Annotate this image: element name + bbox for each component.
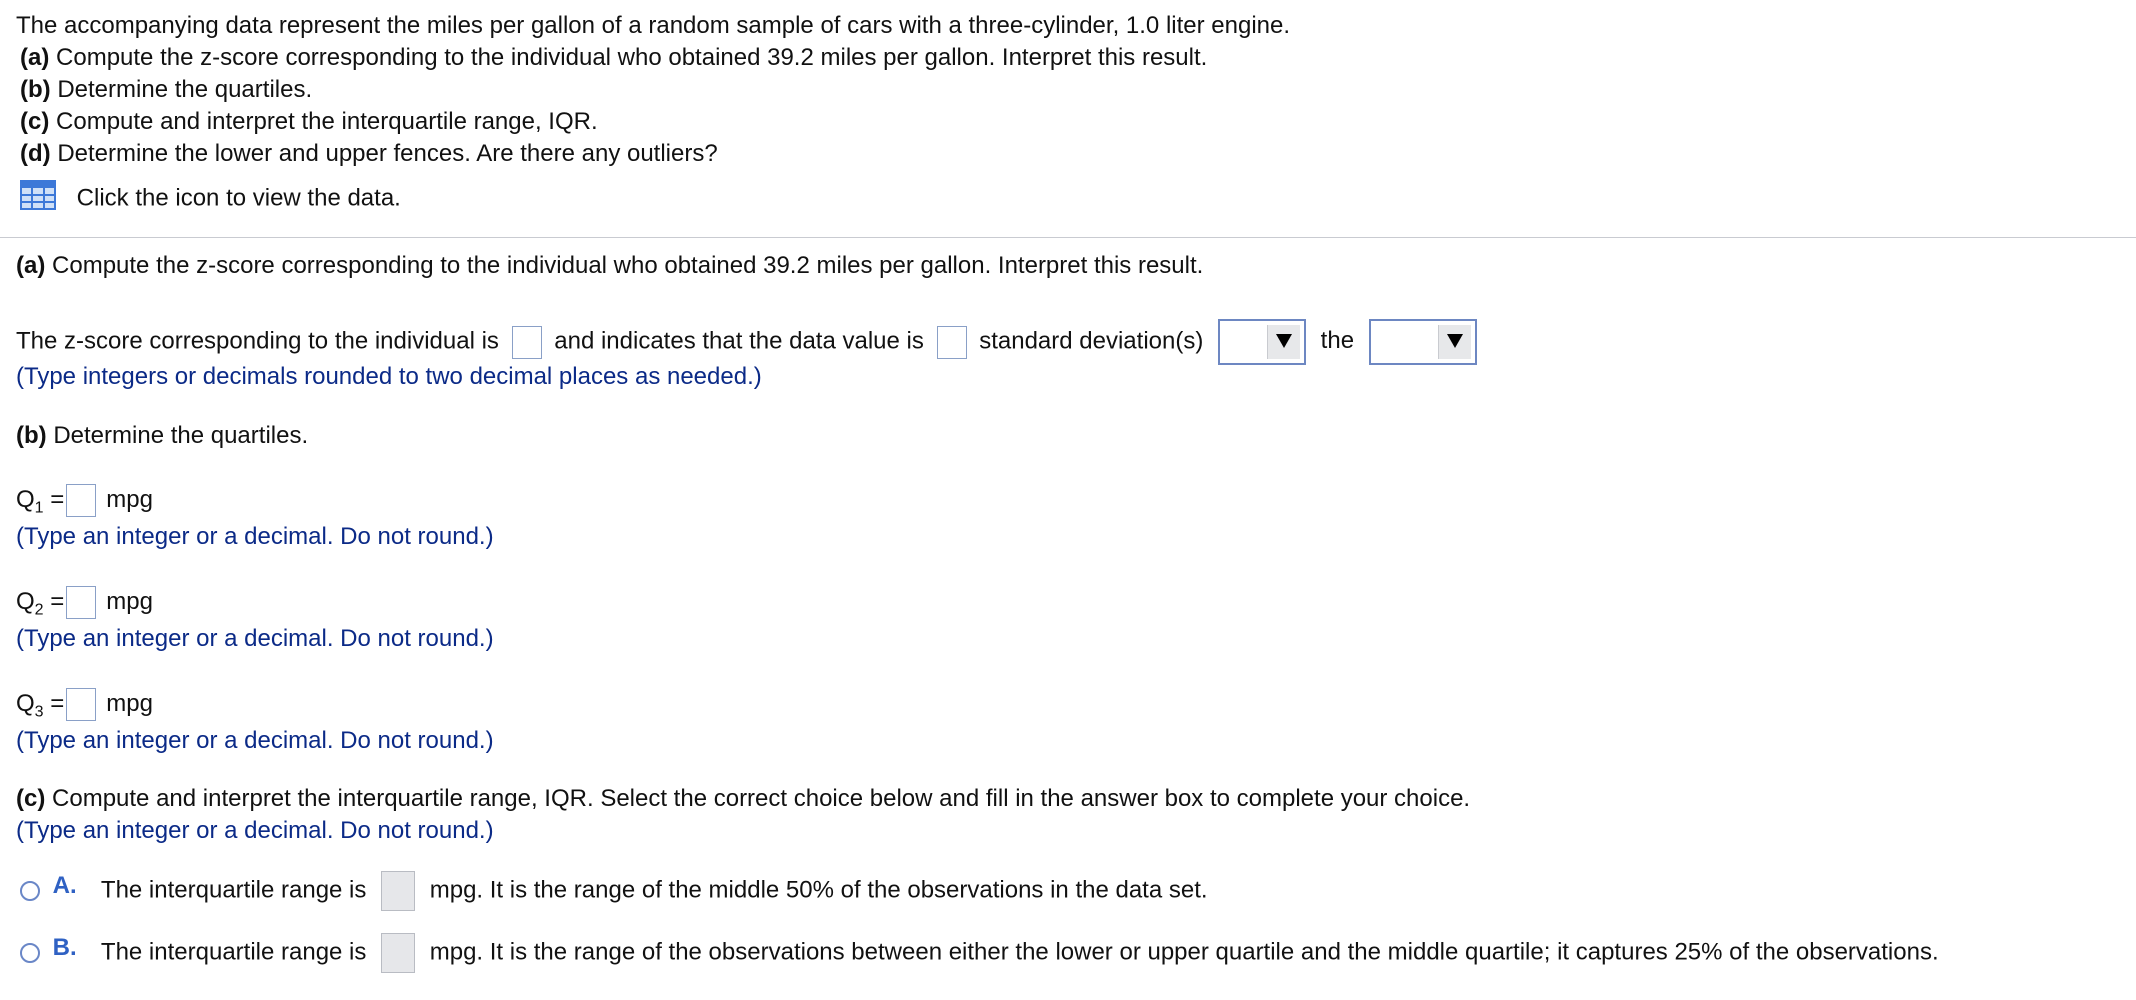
- task-d: [20, 139, 718, 169]
- data-table-icon[interactable]: [20, 180, 56, 218]
- part-a-label: (a): [16, 252, 46, 279]
- q1-input[interactable]: [66, 484, 96, 517]
- sd-text: standard deviation(s): [979, 327, 1204, 355]
- part-c-label: (c): [16, 785, 46, 812]
- q1-subscript: 1: [34, 499, 44, 517]
- part-a-heading: [16, 251, 1203, 281]
- q2-hint: (Type an integer or a decimal. Do not round.): [16, 625, 494, 652]
- part-c-hint: (Type an integer or a decimal. Do not round.): [16, 817, 494, 844]
- part-b-heading-text: Determine the quartiles.: [53, 422, 309, 449]
- q1-symbol: Q: [16, 485, 35, 513]
- task-b: [20, 75, 312, 105]
- z-score-input[interactable]: [512, 326, 542, 359]
- q2-equals: =: [50, 587, 65, 615]
- q2-subscript: 2: [34, 601, 44, 619]
- choice-a-prefix: The interquartile range is: [100, 876, 367, 904]
- q1-unit: mpg: [106, 485, 153, 513]
- choice-b[interactable]: [20, 933, 1939, 973]
- part-a-hint: (Type integers or decimals rounded to two decimal places as needed.): [16, 363, 762, 390]
- q3-unit: mpg: [106, 689, 153, 717]
- part-b-heading: [16, 421, 308, 451]
- part-c-heading-text: Compute and interpret the interquartile range, IQR. Select the correct choice below and fill in the answer box to complete your choice.: [52, 785, 1471, 812]
- part-b-label: (b): [16, 422, 47, 449]
- reference-dropdown[interactable]: [1369, 319, 1477, 365]
- choice-a-iqr-input[interactable]: [381, 871, 415, 911]
- choice-b-prefix: The interquartile range is: [100, 938, 367, 966]
- q3-equals: =: [50, 689, 65, 717]
- task-a-label: (a): [20, 44, 50, 71]
- q2-symbol: Q: [16, 587, 35, 615]
- part-c-heading: [16, 784, 1470, 814]
- choice-b-letter: B.: [52, 934, 77, 961]
- task-c-text: Compute and interpret the interquartile range, IQR.: [56, 108, 598, 135]
- z-score-mid-text: and indicates that the data value is: [554, 327, 924, 355]
- task-d-label: (d): [20, 140, 51, 167]
- part-a-heading-text: Compute the z-score corresponding to the individual who obtained 39.2 miles per gallon. Interpret this result.: [52, 252, 1204, 279]
- q3-subscript: 3: [34, 703, 44, 721]
- dropdown-arrow-icon: [1267, 325, 1300, 359]
- view-data-row: [20, 180, 401, 218]
- task-c-label: (c): [20, 108, 50, 135]
- task-a-text: Compute the z-score corresponding to the individual who obtained 39.2 miles per gallon. Interpret this result.: [56, 44, 1208, 71]
- choice-b-radio[interactable]: [20, 943, 40, 963]
- q1-equals: =: [50, 485, 65, 513]
- task-b-text: Determine the quartiles.: [57, 76, 313, 103]
- choice-a-radio[interactable]: [20, 881, 40, 901]
- q2-input[interactable]: [66, 586, 96, 619]
- q2-unit: mpg: [106, 587, 153, 615]
- q2-row: [16, 586, 153, 626]
- task-c: [20, 107, 598, 137]
- q1-hint: (Type an integer or a decimal. Do not round.): [16, 523, 494, 550]
- view-data-link[interactable]: Click the icon to view the data.: [76, 184, 401, 212]
- task-b-label: (b): [20, 76, 51, 103]
- q1-row: [16, 484, 153, 524]
- dropdown-arrow-icon: [1438, 325, 1471, 359]
- sd-count-input[interactable]: [937, 326, 967, 359]
- q3-input[interactable]: [66, 688, 96, 721]
- choice-b-iqr-input[interactable]: [381, 933, 415, 973]
- section-divider: [0, 237, 2136, 238]
- problem-statement: The accompanying data represent the miles per gallon of a random sample of cars with a three-cylinder, 1.0 liter engine.: [16, 12, 1291, 39]
- q3-symbol: Q: [16, 689, 35, 717]
- q3-hint: (Type an integer or a decimal. Do not round.): [16, 727, 494, 754]
- choice-a[interactable]: [20, 871, 1208, 911]
- task-d-text: Determine the lower and upper fences. Are there any outliers?: [57, 140, 718, 167]
- choice-b-suffix: mpg. It is the range of the observations between either the lower or upper quartile and the middle quartile; it captures 25% of the observations.: [429, 938, 1939, 966]
- the-text: the: [1320, 327, 1355, 355]
- task-a: [20, 43, 1207, 73]
- choice-a-suffix: mpg. It is the range of the middle 50% of the observations in the data set.: [429, 876, 1208, 904]
- choice-a-letter: A.: [52, 872, 77, 899]
- z-score-prefix: The z-score corresponding to the individual is: [16, 327, 499, 355]
- part-a-sentence: [16, 319, 1477, 365]
- q3-row: [16, 688, 153, 728]
- direction-dropdown[interactable]: [1218, 319, 1306, 365]
